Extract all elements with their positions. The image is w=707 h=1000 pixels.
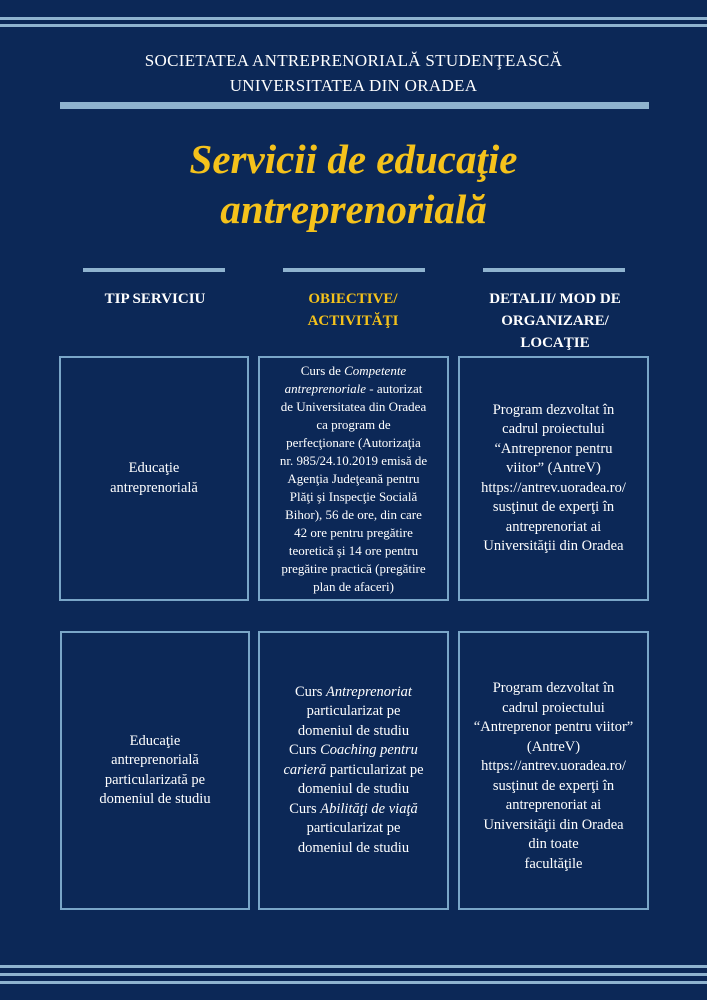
cell-line (283, 761, 423, 781)
cell-line: Program dezvoltat în (492, 680, 615, 696)
column-bar-1 (83, 268, 225, 272)
column-bar-3 (483, 268, 625, 272)
column-header-details (455, 288, 655, 354)
header-divider (60, 102, 649, 109)
row-1-objectives-cell (258, 356, 449, 601)
text-fragment: - autorizat (366, 380, 423, 396)
course-name-italic: antreprenoriale (284, 380, 367, 396)
cell-line: particularizată pe (104, 771, 206, 788)
cell-line: pregătire practică (pregătire (281, 560, 426, 576)
cell-line (283, 683, 423, 703)
cell-line: Educaţie (129, 732, 181, 749)
bottom-stripe-3 (0, 981, 707, 984)
column-header-line: DETALII/ MOD DE (489, 291, 621, 307)
course-name-italic: Competente (344, 362, 407, 378)
cell-line: cadrul proiectului (502, 421, 605, 437)
cell-line: nr. 985/24.10.2019 emisă de (279, 452, 428, 468)
organization-name: SOCIETATEA ANTREPRENORIALĂ STUDENŢEASCĂ (144, 51, 563, 70)
project-url: https://antrev.uoradea.ro/ (481, 758, 626, 774)
row-1-type-cell (59, 356, 249, 601)
row-2-type-cell (60, 631, 250, 910)
cell-line: 42 ore pentru pregătire (294, 524, 413, 540)
cell-line: de Universitatea din Oradea (280, 398, 427, 414)
course-name-italic: carieră (283, 761, 327, 778)
cell-line: antreprenorială (110, 479, 198, 496)
top-stripe-1 (0, 17, 707, 20)
text-fragment: particularizat pe (326, 761, 424, 778)
cell-line: antreprenorială (111, 752, 199, 768)
course-name-italic: Antreprenoriat (326, 683, 412, 700)
row-1-details-cell (458, 356, 649, 601)
column-header-line: ACTIVITĂŢI (307, 313, 399, 329)
cell-line (280, 380, 427, 398)
cell-line: “Antreprenor pentru viitor” (473, 719, 634, 735)
text-fragment: Curs de (300, 362, 345, 378)
column-header-line: LOCAŢIE (520, 335, 590, 351)
cell-line: domeniul de studiu (297, 781, 410, 798)
cell-line: Plăţi şi Inspecţie Socială (289, 488, 418, 504)
column-header-line: OBIECTIVE/ (308, 291, 398, 307)
cell-line: Educaţie (128, 460, 180, 476)
cell-line: Universităţii din Oradea (483, 538, 624, 554)
university-name: UNIVERSITATEA DIN ORADEA (229, 76, 478, 95)
course-name-italic: Abilităţi de viaţă (320, 800, 418, 817)
project-url: https://antrev.uoradea.ro/ (481, 479, 626, 496)
column-header-line: TIP SERVICIU (104, 291, 206, 307)
column-header-line: ORGANIZARE/ (501, 313, 609, 329)
column-header-objectives (258, 288, 448, 332)
cell-line: domeniul de studiu (99, 791, 211, 807)
cell-line (283, 800, 423, 820)
column-header-type (60, 288, 250, 310)
cell-line: domeniul de studiu (297, 722, 410, 739)
cell-line: din toate (528, 836, 579, 852)
text-fragment: Curs (289, 800, 321, 817)
cell-line: Program dezvoltat în (492, 401, 615, 418)
bottom-stripe-1 (0, 965, 707, 968)
cell-line: (AntreV) (526, 738, 581, 755)
cell-line: viitor” (AntreV) (506, 460, 601, 476)
page-title (0, 134, 707, 234)
cell-line: teoretică şi 14 ore pentru (288, 542, 419, 558)
cell-line: cadrul proiectului (502, 699, 605, 716)
cell-line: Universităţii din Oradea (483, 816, 624, 833)
cell-line: particularizat pe (306, 703, 401, 720)
cell-line: plan de afaceri) (313, 578, 394, 594)
row-2-objectives-cell (258, 631, 449, 910)
cell-line: Agenţia Judeţeană pentru (287, 470, 420, 486)
cell-line: domeniul de studiu (297, 839, 410, 856)
page-title-line-1: Servicii de educaţie (189, 136, 518, 182)
text-fragment: Curs (289, 742, 321, 759)
column-bar-2 (283, 268, 425, 272)
cell-line: antreprenoriat ai (505, 797, 602, 813)
cell-line: particularizat pe (306, 820, 401, 837)
cell-line: susţinut de experţi în (492, 499, 615, 515)
cell-line: ca program de (316, 416, 391, 432)
course-name-italic: Coaching pentru (320, 742, 418, 759)
top-stripe-2 (0, 24, 707, 27)
row-2-details-cell (458, 631, 649, 910)
page-title-line-2: antreprenorială (220, 186, 487, 232)
cell-line (283, 741, 423, 761)
cell-line: susţinut de experţi în (492, 777, 615, 794)
cell-line: “Antreprenor pentru (494, 440, 613, 457)
bottom-stripe-2 (0, 973, 707, 976)
cell-line (280, 362, 427, 380)
cell-line: Bihor), 56 de ore, din care (285, 506, 422, 522)
cell-line: antreprenoriat ai (505, 518, 602, 535)
cell-line: perfecţionare (Autorizaţia (286, 434, 421, 450)
cell-line: facultăţile (524, 855, 583, 872)
text-fragment: Curs (295, 683, 327, 700)
